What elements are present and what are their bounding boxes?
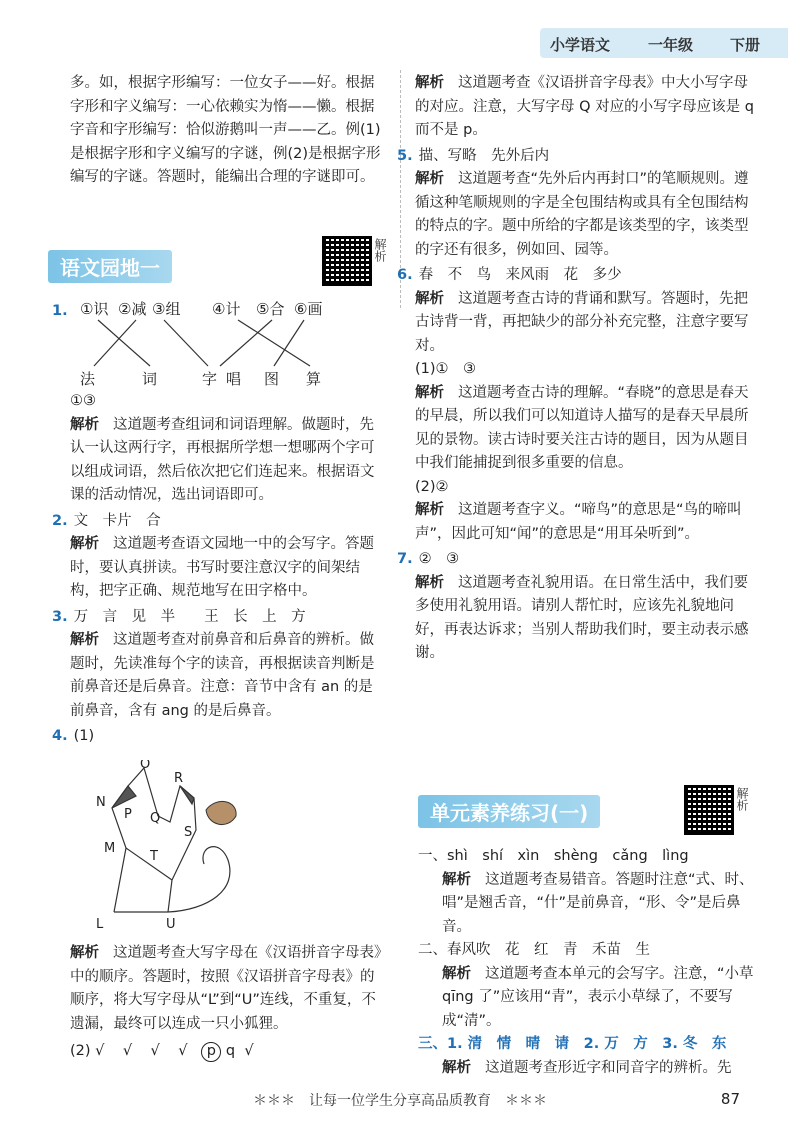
q4-q: q <box>225 1043 236 1059</box>
fox-letter: T <box>150 849 158 864</box>
q4-mark: √ <box>178 1043 188 1059</box>
q4-part2-label: (2) <box>70 1043 91 1059</box>
fox-drawing <box>88 760 288 935</box>
right-column <box>397 72 755 666</box>
s3-number: 三、 <box>418 1036 447 1052</box>
q1-top-item: ⑤合 <box>256 300 285 318</box>
leaf-shape <box>206 801 236 824</box>
q4-circled-p: p <box>201 1042 221 1062</box>
q3-answer: 万 言 见 半 王 长 上 方 <box>73 608 306 625</box>
q3-explain-text: 这道题考查对前鼻音和后鼻音的辨析。做题时，先读准每个字的读音，再根据读音判断是前鼻音还是后鼻音。注意：音节中含有 an 的是前鼻音，含有 ang 的是后鼻音。 <box>70 632 375 719</box>
q4-end-mark: √ <box>244 1043 254 1059</box>
qr-label: 解析 <box>735 787 749 811</box>
q1-explain <box>52 390 385 749</box>
q4-jiexi-label: 解析 <box>70 945 99 961</box>
section-title-danyuan: 单元素养练习(一) <box>418 795 600 828</box>
q4-mark: √ <box>150 1043 160 1059</box>
q6-answer: 春 不 鸟 来风雨 花 多少 <box>418 267 622 283</box>
r1-jiexi-label: 解析 <box>415 75 444 91</box>
q1-matching <box>60 298 360 390</box>
q6-number: 6. <box>397 267 413 283</box>
s3-answer: 1. 清 情 晴 请 2. 万 方 3. 冬 东 <box>447 1036 727 1052</box>
s3-explain-text: 这道题考查形近字和同音字的辨析。先 <box>485 1059 732 1076</box>
q1-bottom-item: 算 <box>306 370 322 388</box>
q4-explain <box>70 942 385 1064</box>
q7-number: 7. <box>397 551 413 567</box>
q5-explain-text: 这道题考查“先外后内再封口”的笔顺规则。遵循这种笔顺规则的字是全包围结构或具有全包围结构的特点的字。题中所给的字都是该类型的字，该类型的字还有很多，例如回、园等。 <box>415 171 749 258</box>
s2-explain-text: 这道题考查本单元的会写字。注意，“小草 qīng 了”应该用“青”，表示小草绿了，不要写成“清”。 <box>442 965 754 1029</box>
q5-answer: 描、写略 先外后内 <box>418 147 550 164</box>
q4-explain-text: 这道题考查大写字母在《汉语拼音字母表》中的顺序。答题时，按照《汉语拼音字母表》的顺序，将大写字母从“L”到“U”连线，不重复，不遗漏，最终可以连成一只小狐狸。 <box>70 945 382 1032</box>
q1-top-item: ②减 <box>118 300 147 318</box>
s2-number: 二、 <box>418 942 447 958</box>
q5-number: 5. <box>397 147 413 164</box>
fox-letter: M <box>104 841 116 856</box>
q4-mark: √ <box>122 1043 133 1059</box>
fox-letter: R <box>174 771 184 786</box>
fox-letter: U <box>166 917 176 932</box>
s1-jiexi-label: 解析 <box>442 871 471 888</box>
q1-line <box>94 320 136 366</box>
q2-number: 2. <box>52 512 68 529</box>
header-bar <box>540 28 788 58</box>
footer-slogan: ＊＊＊ 让每一位学生分享高品质教育 ＊＊＊ <box>253 1093 547 1109</box>
qr-code-icon[interactable] <box>322 236 372 286</box>
q4-part1-label: (1) <box>73 728 95 744</box>
q1-bottom-item: 字 <box>202 370 218 388</box>
s1-answer: shì shí xìn shèng cǎng lìng <box>447 848 689 864</box>
s2-jiexi-label: 解析 <box>442 965 471 982</box>
q1-top-item: ①识 <box>80 300 109 318</box>
header-term: 下册 <box>730 36 761 54</box>
q6-jiexi-label: 解析 <box>415 290 444 307</box>
page-number: 87 <box>720 1090 740 1108</box>
header-grade: 一年级 <box>648 36 694 54</box>
fox-letter: N <box>96 795 106 810</box>
q1-explain-text: 这道题考查组词和词语理解。做题时，先认一认这两行字，再根据所学想一想哪两个字可以组成词语，然后依次把它们连起来。根据语文课的活动情况，选出词语即可。 <box>70 416 375 503</box>
fox-letter: Q <box>150 811 161 826</box>
s1-explain-text: 这道题考查易错音。答题时注意“式、时、唱”是翘舌音，“什”是前鼻音，“形、令”是后鼻音。 <box>442 871 754 935</box>
s3-jiexi-label: 解析 <box>442 1059 471 1076</box>
q2-jiexi-label: 解析 <box>70 536 99 552</box>
r1-explain-text: 这道题考查《汉语拼音字母表》中大小写字母的对应。注意，大写字母 Q 对应的小写字母应该是 q 而不是 p。 <box>415 75 754 138</box>
q1-bottom-item: 词 <box>142 370 158 388</box>
q1-line <box>220 320 272 366</box>
header-subject: 小学语文 <box>550 36 611 54</box>
s1-number: 一、 <box>418 848 447 864</box>
q1-top-item: ⑥画 <box>294 300 323 318</box>
q1-bottom-item: 法 <box>80 370 96 388</box>
fox-letter: P <box>124 807 132 822</box>
unit-practice <box>418 845 758 1080</box>
fox-letter: S <box>184 825 193 840</box>
q7-jiexi-label: 解析 <box>415 574 444 591</box>
q3-number: 3. <box>52 608 68 625</box>
q3-jiexi-label: 解析 <box>70 632 99 648</box>
q1-bottom-item: 唱 <box>226 370 242 388</box>
qr-label: 解析 <box>373 238 387 262</box>
q1-line <box>164 320 208 366</box>
s2-answer: 春风吹 花 红 青 禾苗 生 <box>447 942 650 958</box>
q6-part2: (2)② <box>415 478 449 495</box>
q7-explain-text: 这道题考查礼貌用语。在日常生活中，我们要多使用礼貌用语。请别人帮忙时，应该先礼貌地问好，再表达诉求；当别人帮助我们时，要主动表示感谢。 <box>415 574 749 661</box>
q6-p1-text: 这道题考查古诗的理解。“春晓”的意思是春天的早晨，所以我们可以知道诗人描写的是春天早晨所见的景物。读古诗时要关注古诗的题目，因为从题目中我们能捕捉到很多重要的信息。 <box>415 384 749 471</box>
q6-p1-jiexi-label: 解析 <box>415 384 444 401</box>
q5-jiexi-label: 解析 <box>415 171 444 187</box>
q4-mark: √ <box>95 1043 105 1059</box>
q6-p2-text: 这道题考查字义。“啼鸟”的意思是“鸟的啼叫声”，因此可知“闻”的意思是“用耳朵听到”。 <box>415 502 742 542</box>
q4-number: 4. <box>52 728 68 744</box>
q1-number: 1. <box>52 303 68 319</box>
fox-letter: O <box>140 760 151 772</box>
section-title-yuwenyuandi: 语文园地一 <box>48 250 172 283</box>
q6-explain-text: 这道题考查古诗的背诵和默写。答题时，先把古诗背一背，再把缺少的部分补充完整，注意字要写对。 <box>415 290 749 354</box>
q6-part1: (1)① ③ <box>415 361 477 377</box>
q6-p2-jiexi-label: 解析 <box>415 502 444 518</box>
fox-letter: L <box>96 917 104 932</box>
q2-answer: 文 卡片 合 <box>73 512 161 529</box>
q1-top-item: ④计 <box>212 300 241 318</box>
q2-explain-text: 这道题考查语文园地一中的会写字。答题时，要认真拼读。书写时要注意汉字的间架结构，把字正确、规范地写在田字格中。 <box>70 536 374 599</box>
q7-answer: ② ③ <box>418 551 460 567</box>
left-column <box>70 72 385 190</box>
q1-top-item: ③组 <box>152 300 181 318</box>
intro-text: 多。如，根据字形编写：一位女子——好。根据字形和字义编写：一心依赖实为惰——懒。根据字音和字形编写：恰似游鹅叫一声——乙。例(1)是根据字形和字义编写的字谜，例(2)是根据字形编写的字谜。答题时，能编出合理的字谜即可。 <box>70 75 381 185</box>
q1-answer: ①③ <box>70 393 96 409</box>
q1-bottom-item: 图 <box>264 370 280 388</box>
qr-code-icon[interactable] <box>684 785 734 835</box>
q1-line <box>98 320 150 366</box>
q1-jiexi-label: 解析 <box>70 416 99 433</box>
